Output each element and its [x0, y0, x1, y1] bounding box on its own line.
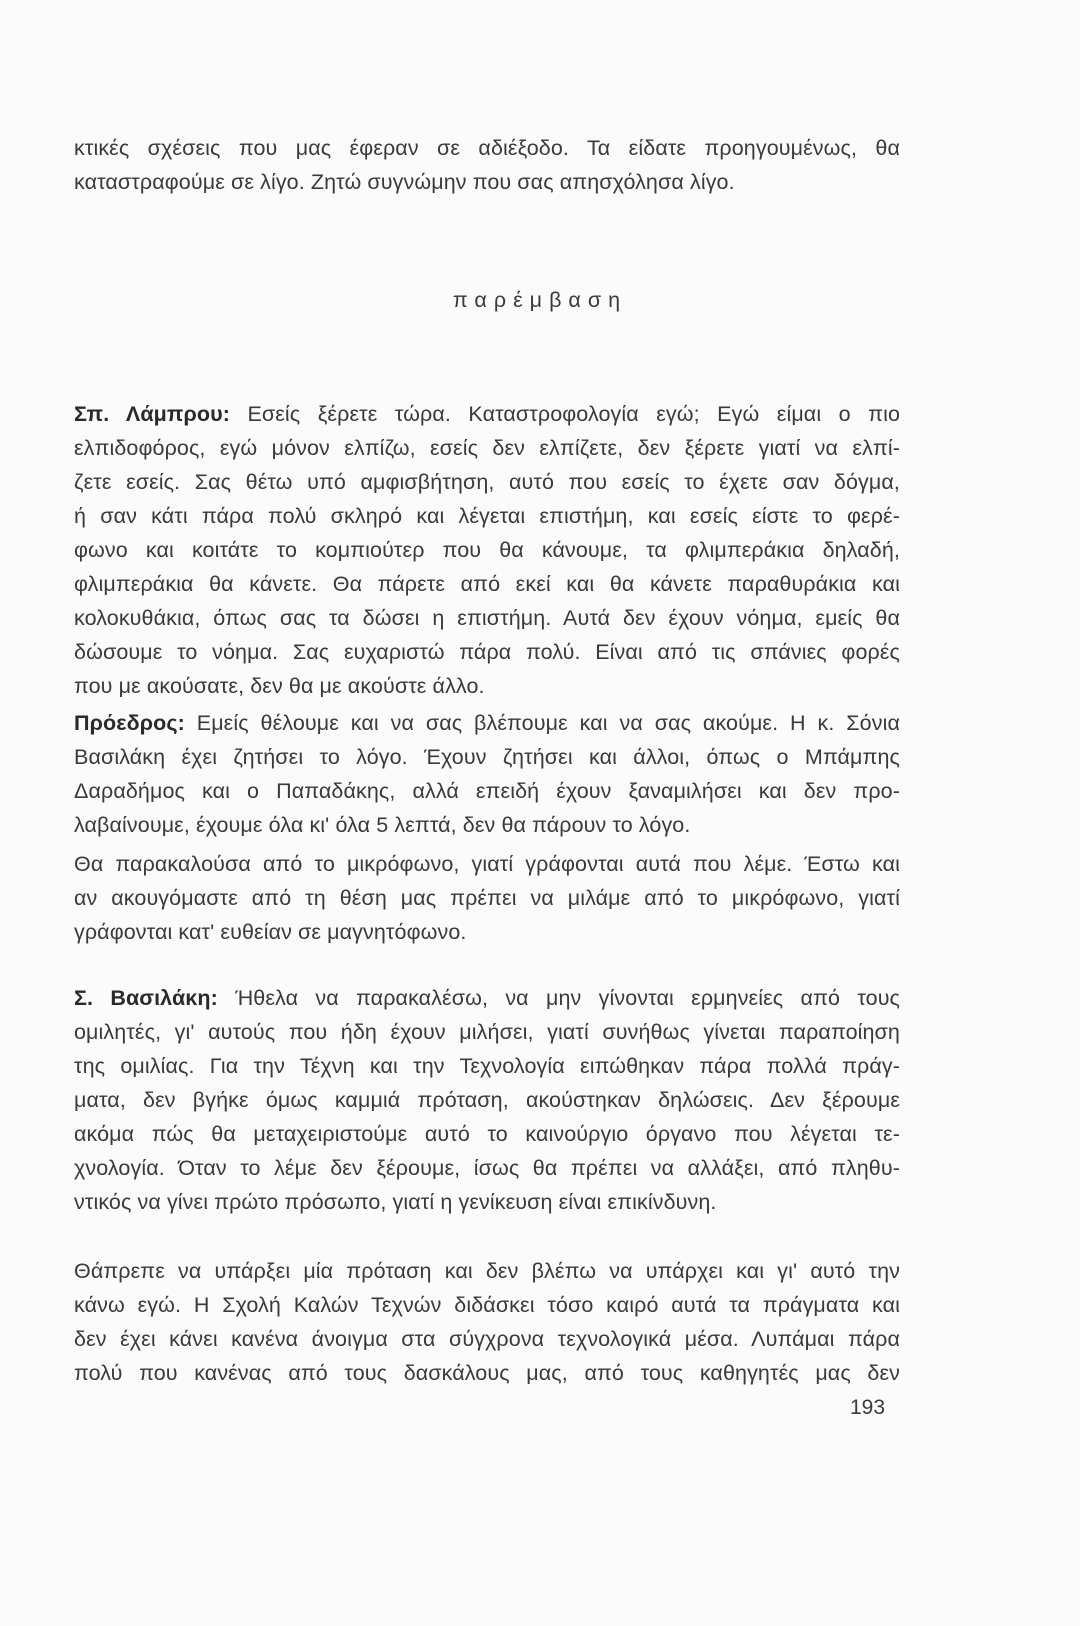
text-line: ακόμα πώς θα μεταχειριστούμε αυτό το καινούργιο όργανο που λέγεται τε-: [74, 1122, 900, 1146]
speech-vasilaki: [74, 981, 900, 1219]
text-line: λαβαίνουμε, έχουμε όλα κι' όλα 5 λεπτά, δεν θα πάρουν το λόγο.: [74, 813, 691, 837]
text-line: Θάπρεπε να υπάρξει μία πρόταση και δεν βλέπω να υπάρχει και γι' αυτό την: [74, 1259, 900, 1283]
text-line: φωνο και κοιτάτε το κομπιούτερ που θα κάνουμε, τα φλιμπεράκια δηλαδή,: [74, 538, 900, 562]
text-line: καταστραφούμε σε λίγο. Ζητώ συγνώμην που σας απησχόλησα λίγο.: [74, 170, 735, 194]
speech-vasilaki-continued: [74, 1254, 900, 1390]
text-line: ζετε εσείς. Σας θέτω υπό αμφισβήτηση, αυτό που εσείς το έχετε σαν δόγμα,: [74, 470, 900, 494]
text-line: [74, 397, 900, 431]
text-line: φλιμπεράκια θα κάνετε. Θα πάρετε από εκεί και θα κάνετε παραθυράκια και: [74, 572, 900, 596]
text-line: ματα, δεν βγήκε όμως καμμιά πρόταση, ακούστηκαν δηλώσεις. Δεν ξέρουμε: [74, 1088, 900, 1112]
speaker-label: Σπ. Λάμπρου:: [74, 402, 230, 426]
text-line: αν ακουγόμαστε από τη θέση μας πρέπει να μιλάμε από το μικρόφωνο, γιατί: [74, 886, 900, 910]
speaker-label: Πρόεδρος:: [74, 711, 185, 735]
text-line: [74, 706, 900, 740]
speech-text: Εσείς ξέρετε τώρα. Καταστροφολογία εγώ; Εγώ είμαι ο πιο: [247, 402, 901, 426]
speech-lamprou: [74, 397, 900, 703]
interlude-heading: παρέμβαση: [452, 288, 628, 312]
text-line: πολύ που κανένας από τους δασκάλους μας, από τους καθηγητές μας δεν: [74, 1361, 900, 1385]
text-line: δεν έχει κάνει κανένα άνοιγμα στα σύγχρονα τεχνολογικά μέσα. Λυπάμαι πάρα: [74, 1327, 900, 1351]
text-line: ή σαν κάτι πάρα πολύ σκληρό και λέγεται επιστήμη, και εσείς είστε το φερέ-: [74, 504, 900, 528]
speech-text: Εμείς θέλουμε και να σας βλέπουμε και να σας ακούμε. Η κ. Σόνια: [196, 711, 901, 735]
intro-paragraph: [74, 131, 900, 199]
text-line: [74, 981, 900, 1015]
speaker-label: Σ. Βασιλάκη:: [74, 986, 218, 1010]
text-line: ομιλητές, γι' αυτούς που ήδη έχουν μιλήσει, γιατί συνήθως γίνεται παραποίηση: [74, 1020, 900, 1044]
speech-proedros-continued: [74, 847, 900, 949]
speech-proedros: [74, 706, 900, 842]
text-line: της ομιλίας. Για την Τέχνη και την Τεχνολογία ειπώθηκαν πάρα πολλά πράγ-: [74, 1054, 900, 1078]
text-line: ντικός να γίνει πρώτο πρόσωπο, γιατί η γενίκευση είναι επικίνδυνη.: [74, 1190, 717, 1214]
text-line: γράφονται κατ' ευθείαν σε μαγνητόφωνο.: [74, 920, 467, 944]
text-line: κολοκυθάκια, όπως σας τα δώσει η επιστήμη. Αυτά δεν έχουν νόημα, εμείς θα: [74, 606, 900, 630]
text-line: κτικές σχέσεις που μας έφεραν σε αδιέξοδο. Τα είδατε προηγουμένως, θα: [74, 136, 900, 160]
text-line: κάνω εγώ. Η Σχολή Καλών Τεχνών διδάσκει τόσο καιρό αυτά τα πράγματα και: [74, 1293, 900, 1317]
speech-text: Ήθελα να παρακαλέσω, να μην γίνονται ερμηνείες από τους: [235, 986, 901, 1010]
text-line: Δαραδήμος και ο Παπαδάκης, αλλά επειδή έχουν ξαναμιλήσει και δεν προ-: [74, 779, 900, 803]
page-number: 193: [850, 1396, 886, 1419]
text-line: Θα παρακαλούσα από το μικρόφωνο, γιατί γράφονται αυτά που λέμε. Έστω και: [74, 852, 900, 876]
text-line: που με ακούσατε, δεν θα με ακούστε άλλο.: [74, 674, 485, 698]
text-line: δώσουμε το νόημα. Σας ευχαριστώ πάρα πολύ. Είναι από τις σπάνιες φορές: [74, 640, 900, 664]
text-line: ελπιδοφόρος, εγώ μόνον ελπίζω, εσείς δεν ελπίζετε, δεν ξέρετε γιατί να ελπί-: [74, 436, 900, 460]
text-line: Βασιλάκη έχει ζητήσει το λόγο. Έχουν ζητήσει και άλλοι, όπως ο Μπάμπης: [74, 745, 900, 769]
text-line: χνολογία. Όταν το λέμε δεν ξέρουμε, ίσως θα πρέπει να αλλάξει, από πληθυ-: [74, 1156, 900, 1180]
